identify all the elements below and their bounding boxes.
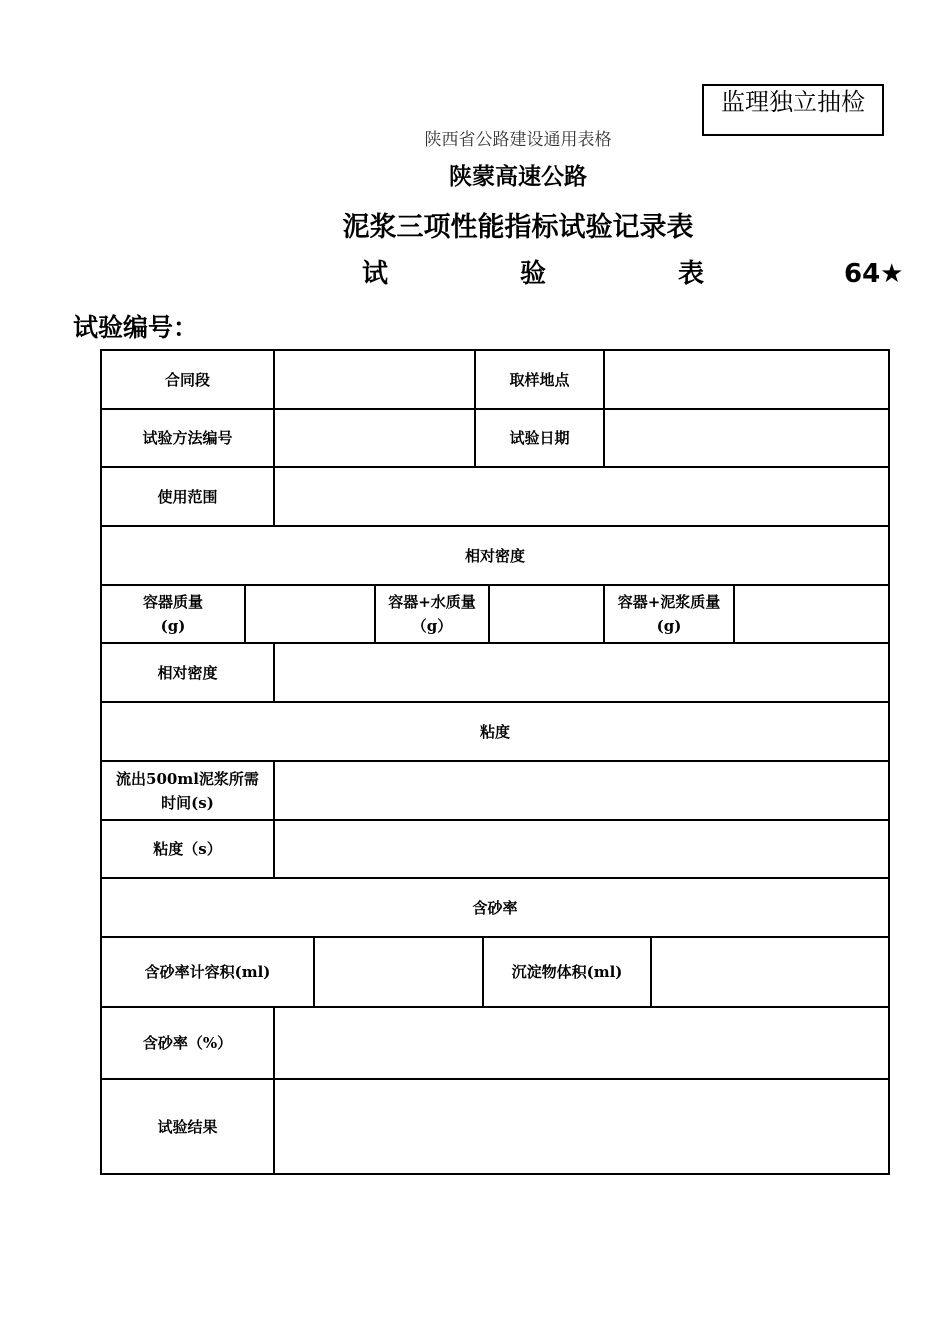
table-tag-number: 64★ (844, 259, 904, 289)
field-sampling-location[interactable] (605, 351, 888, 408)
test-number-label: 试验编号： (73, 313, 199, 342)
section-sand-content: 含砂率 (472, 898, 518, 917)
section-viscosity: 粘度 (479, 722, 510, 741)
section-relative-density: 相对密度 (464, 546, 525, 565)
label-text: 容器+水质量 (388, 593, 476, 611)
table-tag-part: 验 (520, 259, 547, 289)
label-method-number: 试验方法编号 (142, 429, 233, 447)
label-sand-meter-volume: 含砂率计容积(ml) (144, 963, 271, 981)
label-text: 容器质量 (142, 593, 203, 611)
supervision-stamp: 监理独立抽检 (702, 84, 884, 136)
label-usage-scope: 使用范围 (157, 487, 218, 506)
label-test-date: 试验日期 (509, 429, 570, 447)
label-test-result: 试验结果 (157, 1117, 218, 1136)
label-unit: （g） (411, 617, 453, 635)
table-tag-part: 试 (362, 259, 389, 289)
label-sediment-volume: 沉淀物体积(ml) (511, 963, 623, 981)
form-source: 陕西省公路建设通用表格 (424, 130, 612, 150)
record-table (100, 349, 890, 1175)
field-container-slurry-mass[interactable] (735, 586, 888, 642)
label-text: 时间(s) (161, 793, 214, 812)
field-test-date[interactable] (605, 410, 888, 466)
label-flow-time (102, 762, 273, 819)
label-text: 容器+泥浆质量 (617, 593, 721, 611)
field-contract-section[interactable] (275, 351, 474, 408)
field-sand-meter-volume[interactable] (315, 938, 482, 1006)
label-viscosity: 粘度（s） (153, 840, 222, 858)
label-unit: (g) (160, 617, 186, 635)
project-name: 陕蒙高速公路 (449, 164, 587, 190)
field-relative-density[interactable] (275, 644, 888, 701)
label-text: 流出500ml泥浆所需 (116, 769, 259, 788)
field-sand-content[interactable] (275, 1008, 888, 1078)
label-sampling-location: 取样地点 (509, 370, 570, 389)
field-container-mass[interactable] (246, 586, 374, 642)
label-sand-content: 含砂率（%） (142, 1034, 233, 1052)
label-contract-section: 合同段 (164, 370, 210, 389)
field-sediment-volume[interactable] (652, 938, 888, 1006)
form-title: 泥浆三项性能指标试验记录表 (342, 212, 694, 243)
label-container-slurry-mass (605, 586, 733, 642)
label-container-mass (102, 586, 244, 642)
label-container-water-mass (376, 586, 488, 642)
field-usage-scope[interactable] (275, 468, 888, 525)
label-relative-density: 相对密度 (157, 663, 218, 682)
field-viscosity[interactable] (275, 821, 888, 877)
table-tag-part: 表 (678, 259, 705, 289)
field-container-water-mass[interactable] (490, 586, 603, 642)
field-flow-time[interactable] (275, 762, 888, 819)
field-method-number[interactable] (275, 410, 474, 466)
label-unit: (g) (656, 617, 682, 635)
field-test-result[interactable] (275, 1080, 888, 1173)
